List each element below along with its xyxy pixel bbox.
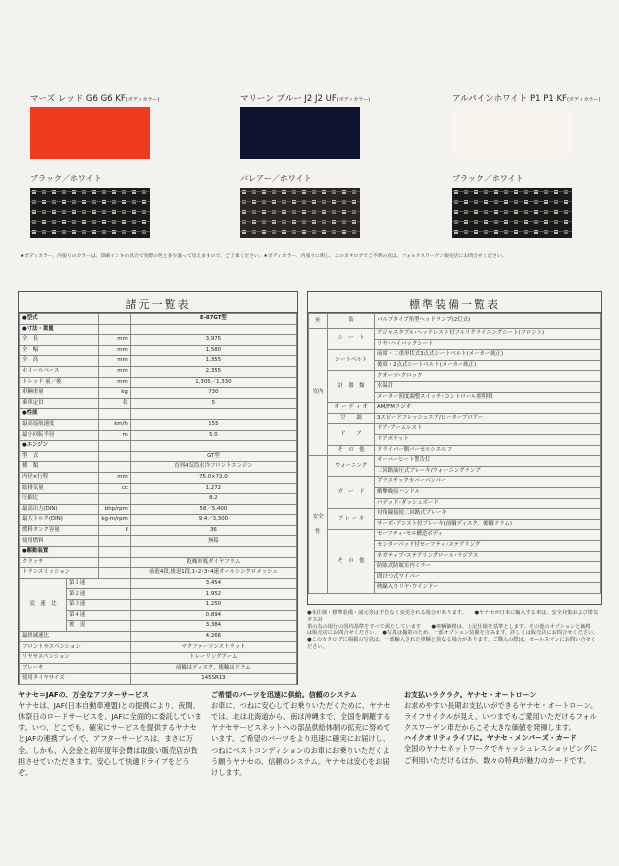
spec-value: 5 [130,398,296,409]
spec-row [20,441,297,452]
spec-label: 乗車定員 [20,398,99,409]
equipment-title: 標準装備一覧表 [308,292,601,313]
spec-unit: mm [99,335,130,346]
spec-sublabel: 第４速 [67,610,131,621]
fabric-swatch-3 [452,188,572,238]
spec-row [20,462,297,473]
spec-label: ●寸法・重量 [20,324,99,335]
equipment-item: アジャスタブル･ヘッドレスト付フルリクライニングシート(フロント) [375,329,601,340]
spec-row [20,356,297,367]
spec-sublabel: 第１速 [67,578,131,589]
spec-unit [99,441,130,452]
equipment-row [309,413,601,424]
equipment-item: 二回路油圧式ブレーキ/ウォーニングランプ [375,466,601,477]
footnote-line: は販売店にお問合せください。 ●写真は撮影のため、一部オプション装備を含みます。詳しくは販売店にお問合せください。 [307,630,599,637]
equipment-item: バルブタイプ角型ヘッドランプ(2灯式) [375,314,601,329]
equipment-row [309,314,601,329]
spec-label: 型 式 [20,451,99,462]
equipment-category: 計 器 類 [328,371,375,403]
spec-label: ●駆動装置 [20,547,99,558]
spec-row [20,525,297,536]
equipment-item: 対角線接続二回路式ブレーキ [375,509,601,520]
spec-row [20,483,297,494]
fabric-name-1: ブラック／ホワイト [30,174,102,183]
spec-value: 1,305／1,330 [130,377,296,388]
color-name-3: アルパインホワイト P1 P1 KF(ボディカラー) [452,94,601,104]
spec-value: 前輪はディスク、後輪はドラム [130,663,296,674]
spec-value: 2,355 [130,366,296,377]
footnote-line: ●本仕様・標準装備・諸元等は予告なく変更される場合があります。 ●ヤナセが日本に輸入する車は、安全対策および排気ガス対 [307,610,599,623]
equipment-item: プラスチックカバーバンパー [375,477,601,488]
spec-label: ●エンジン [20,441,99,452]
spec-label: 総排気量 [20,483,99,494]
spec-label: 燃料タンク容量 [20,525,99,536]
equipment-item: ドアポケット [375,434,601,445]
spec-label: ブレーキ [20,663,131,674]
spec-unit [99,557,130,568]
spec-label: 圧縮比 [20,494,99,505]
spec-value: トレーリングアーム [130,653,296,664]
spec-unit [99,536,130,547]
spec-value: 4.266 [130,631,296,642]
spec-unit [99,409,130,420]
spec-unit: ℓ [99,525,130,536]
spec-value: 1.952 [130,589,296,600]
equipment-item: クオーツ･クロック [375,371,601,382]
spec-row [20,345,297,356]
equipment-category: ド ア [328,424,375,445]
spec-value: マクファーソンストラット [130,642,296,653]
equipment-item: サーボ･アシスト付ブレーキ(前輪ディスク、後輪ドラム) [375,519,601,530]
spec-label: ホイールベース [20,366,99,377]
spec-value: 0.894 [130,610,296,621]
spec-row [20,578,297,589]
spec-label: 内径×行程 [20,472,99,483]
spec-label: フロントサスペンション [20,642,131,653]
spec-value [130,324,296,335]
equipment-row [309,371,601,382]
spec-value [130,441,296,452]
spec-row [20,451,297,462]
spec-value: GT型 [130,451,296,462]
spec-value: 145SR13 [130,674,296,685]
spec-row [20,388,297,399]
equipment-item: リヤ･ハイバックシート [375,339,601,350]
service-text-loan: お求めやすい長期お支払いができるヤナセ・オートローン。ライフサイクルが見え、いつまでもご愛用いただけるフォルクスワーゲン車だからこそ大きな価値を発揮します。 [404,701,598,733]
equipment-category: 空 調 [328,413,375,424]
spec-row [20,557,297,568]
service-text-jaf: ヤナセは、JAF(日本自動車連盟)との提携により、夜間、休祭日のロードサービスを、JAFに全面的に委託しています。いつ、どこでも、確実にサービスを提供するヤナセとJAFの連携プレイで、アフターサービスは、まさに万全。しかも、入会金と初年度年会費は取扱い販売店が負担させていただきます。安心して快適ドライブをどうぞ。 [18,701,202,777]
equipment-item: AM/FMラジオ [375,403,601,414]
spec-value: 9.4／3,300 [130,515,296,526]
spec-value: 3.454 [130,578,296,589]
spec-row [20,377,297,388]
equipment-table-box [307,291,602,605]
spec-value: 8.2 [130,494,296,505]
equipment-item: 水温計 [375,382,601,393]
spec-value [130,409,296,420]
equipment-category: シ ー ト [328,329,375,350]
spec-row [20,504,297,515]
spec-unit: bhp/rpm [99,504,130,515]
spec-label: クラッチ [20,557,99,568]
equipment-row [309,530,601,541]
spec-unit: kg-m/rpm [99,515,130,526]
spec-row [20,324,297,335]
equipment-row [309,456,601,467]
spec-value: 75.0×72.0 [130,472,296,483]
equipment-item: パデッド･ダッシュボード [375,498,601,509]
spec-table [19,313,297,685]
spec-row [20,409,297,420]
equipment-row [309,477,601,488]
equipment-item: 防眩式防眩室内ミラー [375,562,601,573]
spec-label: 最高出力(DIN) [20,504,99,515]
spec-row [20,419,297,430]
spec-row [20,335,297,346]
equipment-item: ネガティブ･ステアリングロール･ラジアス [375,551,601,562]
equipment-category: そ の 他 [328,445,375,456]
spec-unit: mm [99,472,130,483]
service-title-loan: お支払いラクラク。ヤナセ・オートローン [404,691,537,699]
spec-label: 全 幅 [20,345,99,356]
spec-label: 種 類 [20,462,99,473]
spec-label: 最終減速比 [20,631,131,642]
spec-value: 乾燥単板ダイヤフラム [130,557,296,568]
spec-unit: 名 [99,398,130,409]
spec-unit [99,568,130,579]
spec-row [20,494,297,505]
spec-unit: mm [99,356,130,367]
service-column-parts [211,690,396,778]
spec-label: 最大トルク(DIN) [20,515,99,526]
spec-row [20,674,297,685]
spec-label: 変 速 比 [20,578,67,631]
equipment-category: シートベルト [328,350,375,371]
color-swatch-red [30,107,150,159]
equipment-area: 室内 [309,329,328,456]
spec-value: 155 [130,419,296,430]
spec-label: 全 高 [20,356,99,367]
color-name-1: マーズ レッド G6 G6 KF(ボディカラー) [30,94,160,104]
spec-label: トレッド 前／後 [20,377,99,388]
spec-title: 諸元一覧表 [19,292,297,313]
spec-value: 1,355 [130,356,296,367]
spec-value: E-87GT型 [130,314,296,325]
equipment-item: 熱線入りリヤ･ウインドー [375,583,601,594]
color-name-2: マリーン ブルー J2 J2 UF(ボディカラー) [240,94,371,104]
equipment-category: ウォーニング [328,456,375,477]
spec-unit [99,462,130,473]
spec-label: 車輌重量 [20,388,99,399]
spec-value: 1,580 [130,345,296,356]
spec-value: 3,975 [130,335,296,346]
equipment-item: 前席・二重形状式3点式シートベルト(メーカー純正) [375,350,601,361]
spec-unit: mm [99,345,130,356]
spec-label: ●性能 [20,409,99,420]
equipment-category: オ ー デ ィ オ [328,403,375,414]
color-swatch-white [452,107,572,159]
spec-label: 最小回転半径 [20,430,99,441]
equipment-category: ブ レ ー キ [328,509,375,530]
spec-unit: cc [99,483,130,494]
spec-value: 1,272 [130,483,296,494]
equipment-category: そ の 他 [328,530,375,594]
spec-row [20,568,297,579]
spec-label: トランスミッション [20,568,99,579]
spec-row [20,536,297,547]
spec-label: 使用タイヤサイズ [20,674,131,685]
equipment-category: 装 [328,314,375,329]
spec-sublabel: 第２速 [67,589,131,600]
spec-label: 全 長 [20,335,99,346]
spec-row [20,472,297,483]
spec-sublabel: 第３速 [67,600,131,611]
equipment-row [309,403,601,414]
fabric-name-3: ブラック／ホワイト [452,174,524,183]
equipment-row [309,329,601,340]
footnote-line: 策の為の現行の国内基準をすべて満たしています ●車輌価格は、上記仕様を基準とします。その他のオプションと価格 [307,623,591,630]
spec-label: ●型式 [20,314,99,325]
equipment-item: 衝撃吸収ハンドル [375,487,601,498]
spec-row [20,631,297,642]
fabric-swatch-2 [240,188,360,238]
equipment-row [309,509,601,520]
spec-value: 3.384 [130,621,296,632]
spec-value: 1.250 [130,600,296,611]
equipment-item: センターパッド付セーフティ･ステアリング [375,540,601,551]
spec-row [20,653,297,664]
spec-row [20,398,297,409]
spec-value: 無鉛 [130,536,296,547]
spec-value: 36 [130,525,296,536]
spec-unit: km/h [99,419,130,430]
color-swatch-blue [240,107,360,159]
spec-unit [99,547,130,558]
service-title-jaf: ヤナセ＝JAFの、万全なアフターサービス [18,691,149,699]
equipment-item: 間けつ式ワイパー [375,572,601,583]
spec-table-box [18,291,298,685]
spec-unit: mm [99,377,130,388]
spec-unit [99,314,130,325]
equipment-item: メーター照度調整スイッチ･コントロール照明明 [375,392,601,403]
service-text-parts: お車に、つねに安心してお乗りいただくために、ヤナセでは、北は北海道から、南は沖縄まで、全国を網羅するヤナセサービスネットへの部品供給体制の拡充に努めています。ご希望のパーツをより迅速に確実にお届けし、つねにベストコンディションのお車にお乗りいただくよう願うヤナセの、信頼のシステム。ヤナセは安心をお届けします。 [211,701,391,777]
spec-value: 5.0 [130,430,296,441]
equipment-row [309,445,601,456]
equipment-row [309,350,601,361]
spec-unit: kg [99,388,130,399]
service-column-jaf [18,690,203,778]
spec-row [20,366,297,377]
equipment-area: 外 [309,314,328,329]
spec-unit: mm [99,366,130,377]
service-text-card: 全国のヤナセネットワークでキャッシュレスショッピングにご利用いただけるほか、数々の特典が魅力のカードです。 [404,744,598,765]
color-note: ★ボディカラー、内張りのカラーは、印刷インキの具合で実際の色と多少違って見えますので、ご了承ください。★ボディカラー、内張りに関し、このカタログでご不明の点は、フォルクスワーゲン販売店にお問合せください。 [20,254,507,259]
service-title-card: ハイクオリティライフに。ヤナセ・メンバーズ・カード [404,734,577,743]
spec-sublabel: 後 退 [67,621,131,632]
spec-value: 直列4気筒水冷フロントエンジン [130,462,296,473]
spec-value [130,547,296,558]
spec-value: 730 [130,388,296,399]
spec-unit [99,494,130,505]
equipment-item: 後席・2点式シートベルト(メーカー純正) [375,360,601,371]
spec-value: 前進4段,後退1段,1･2･3･4速オールシンクロメッシュ [130,568,296,579]
spec-row [20,314,297,325]
spec-unit: m [99,430,130,441]
service-column-loan [404,690,600,766]
spec-row [20,547,297,558]
spec-unit [99,324,130,335]
equipment-row [309,424,601,435]
spec-row [20,663,297,674]
equipment-category: ガ ー ド [328,477,375,509]
spec-row [20,515,297,526]
equipment-item: オーバーヒート警告灯 [375,456,601,467]
footnotes [307,610,600,651]
fabric-swatch-1 [30,188,150,238]
equipment-item: 3スピードフレッシュエア/ヒーターブロアー [375,413,601,424]
equipment-item: ドライバー側パーセルシエルフ [375,445,601,456]
spec-label: 使用燃料 [20,536,99,547]
spec-label: 最高巡航速度 [20,419,99,430]
service-title-parts: ご希望のパーツを迅速に供給。信頼のシステム [211,691,358,699]
fabric-name-2: バレアー／ホワイト [240,174,312,183]
spec-label: リヤサスペンション [20,653,131,664]
footnote-line: ●このカタログに掲載の写真は、一部輸入された車輌と異なる場合があります。ご購入の際は、セールスマンにお問い合せください。 [307,637,596,650]
spec-row [20,430,297,441]
spec-unit [99,451,130,462]
equipment-area: 安全性 [309,456,328,594]
equipment-table [308,313,601,594]
equipment-item: ドア･アームレスト [375,424,601,435]
spec-row [20,642,297,653]
equipment-item: セーフティ･セル構造ボディ [375,530,601,541]
spec-value: 58／5,400 [130,504,296,515]
